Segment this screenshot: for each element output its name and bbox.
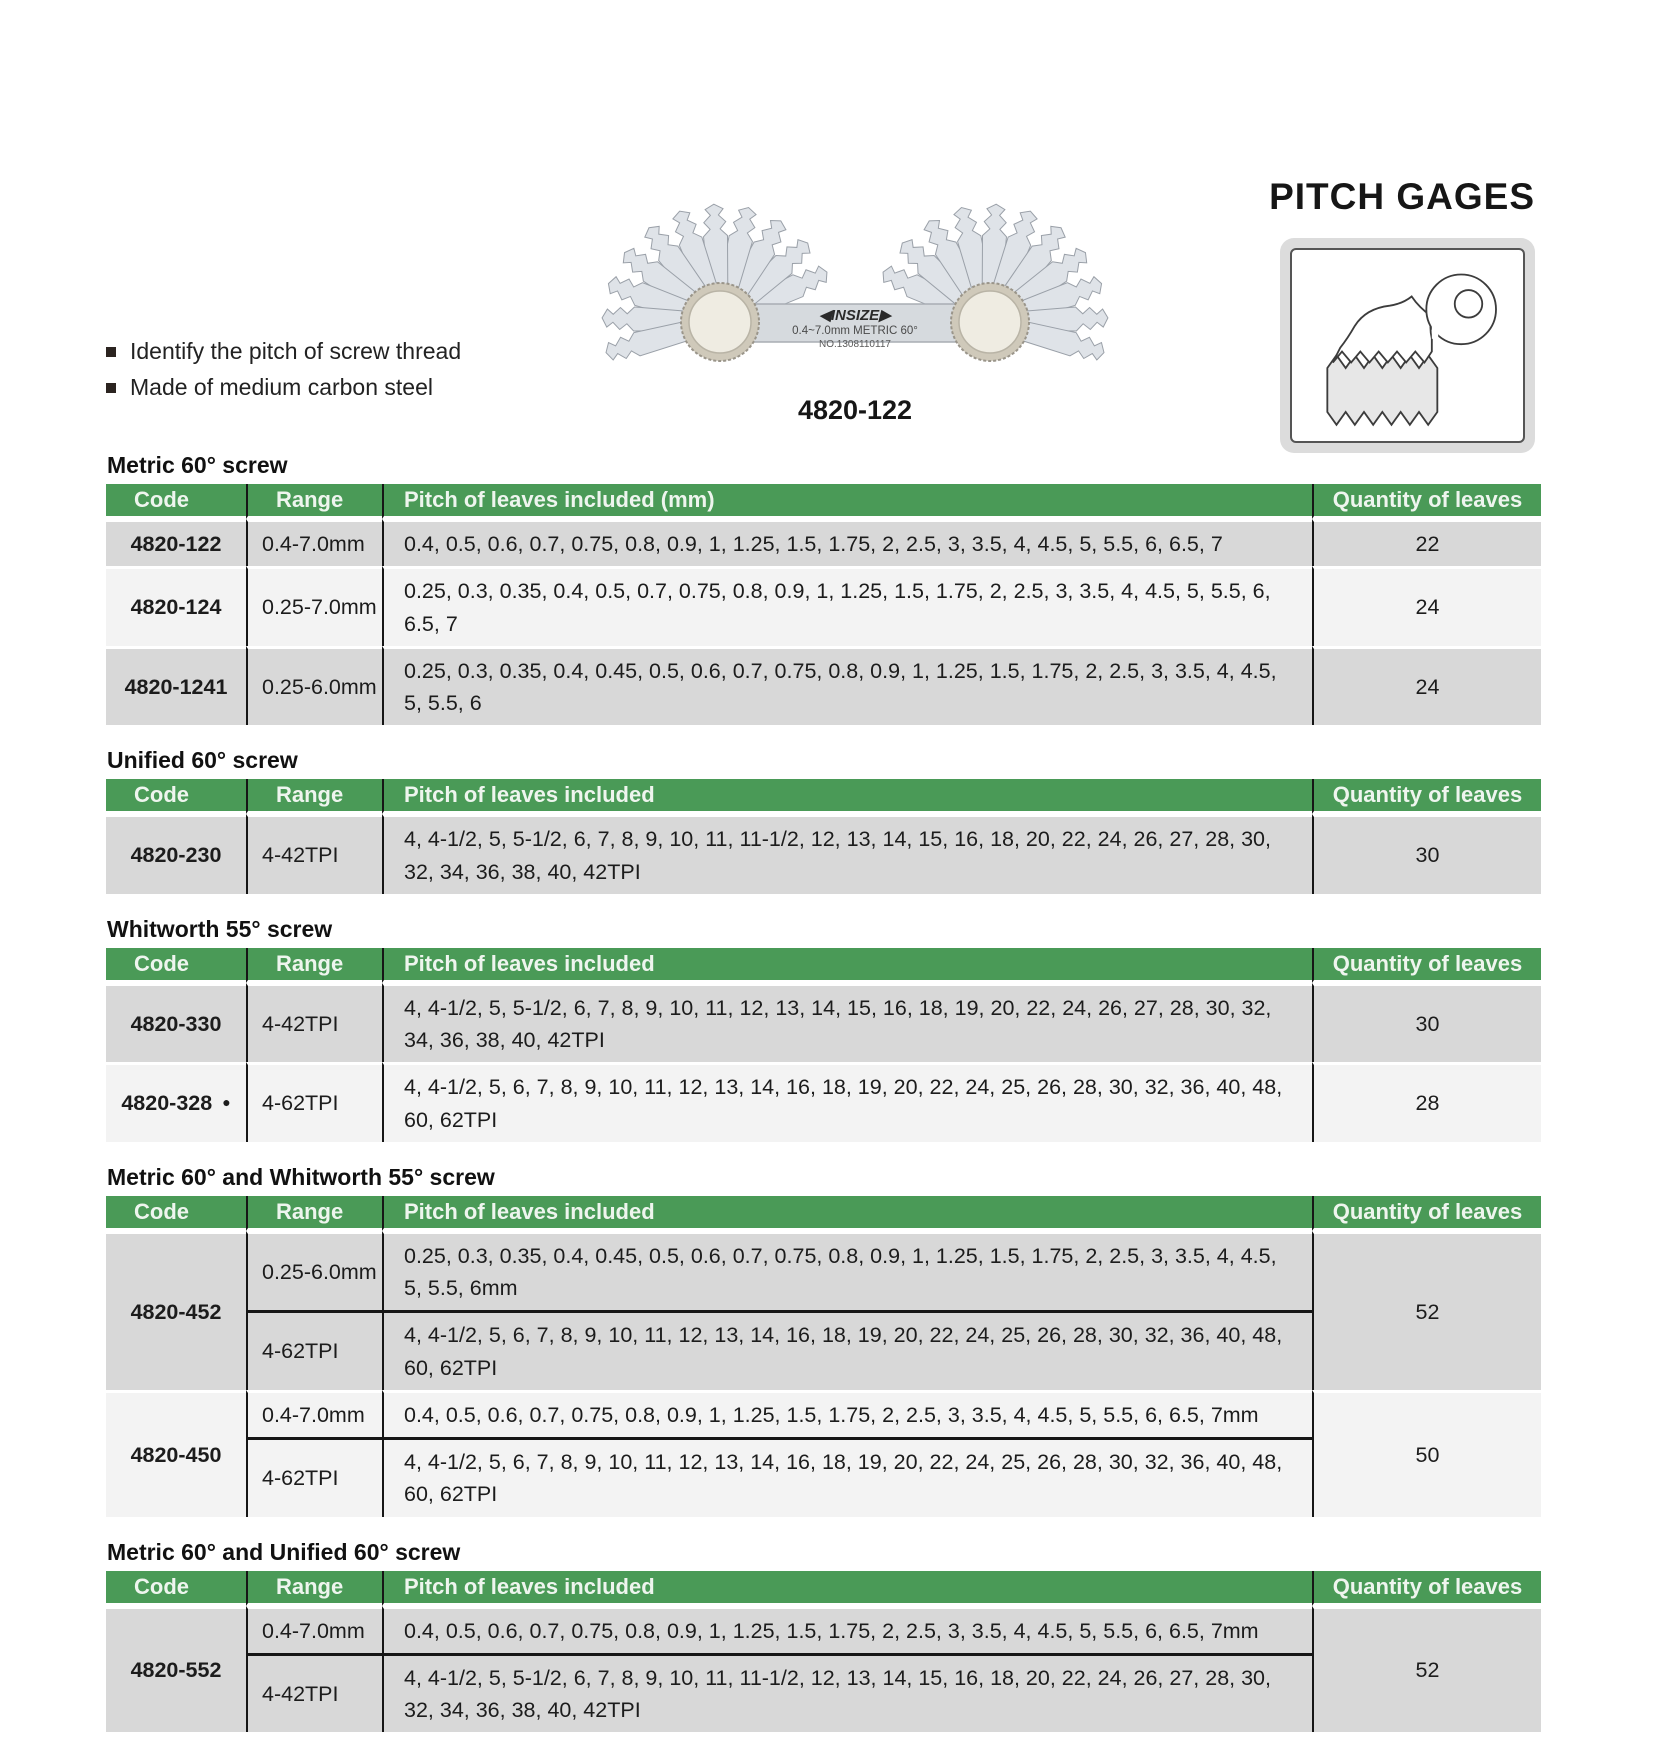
table-header-row (106, 1571, 1541, 1606)
pitch-gage-icon-frame (1280, 238, 1535, 453)
section-unified-60 (106, 747, 1541, 894)
code-cell: 4820-230 (106, 814, 246, 894)
marking-line2: NO.1308110117 (819, 339, 891, 350)
section-title: Unified 60° screw (107, 747, 298, 774)
range-cell: 4-42TPI (246, 983, 382, 1063)
table-header-row (106, 779, 1541, 814)
pitch-gage-icon (1290, 248, 1525, 443)
section-title: Metric 60° screw (107, 452, 288, 478)
col-header-qty: Quantity of leaves (1312, 1196, 1541, 1231)
col-header-range: Range (246, 1571, 382, 1606)
spec-table (106, 1571, 1541, 1733)
pitch-cell: 0.4, 0.5, 0.6, 0.7, 0.75, 0.8, 0.9, 1, 1.25, 1.5, 1.75, 2, 2.5, 3, 3.5, 4, 4.5, 5, 5.5, 6, 6.5, 7mm (382, 1606, 1312, 1653)
code-cell: 4820-450 (106, 1390, 246, 1517)
spec-table (106, 1196, 1541, 1517)
qty-cell: 52 (1312, 1231, 1541, 1390)
code-cell: 4820-452 (106, 1231, 246, 1390)
table-row (106, 1062, 1541, 1142)
col-header-code: Code (106, 1571, 246, 1606)
col-header-pitch: Pitch of leaves included (mm) (382, 484, 1312, 519)
thread-block (1327, 355, 1437, 425)
col-header-range: Range (246, 779, 382, 814)
range-cell: 4-42TPI (246, 814, 382, 894)
range-cell: 4-62TPI (246, 1310, 382, 1390)
table-header-row (106, 1196, 1541, 1231)
qty-cell: 52 (1312, 1606, 1541, 1733)
range-cell: 4-62TPI (246, 1437, 382, 1517)
col-header-range: Range (246, 1196, 382, 1231)
feature-bullet (106, 374, 461, 401)
col-header-qty: Quantity of leaves (1312, 1571, 1541, 1606)
qty-cell: 24 (1312, 646, 1541, 726)
qty-cell: 28 (1312, 1062, 1541, 1142)
qty-cell: 30 (1312, 983, 1541, 1063)
col-header-range: Range (246, 948, 382, 983)
product-photo (540, 170, 1170, 426)
feature-bullet (106, 338, 461, 365)
col-header-pitch: Pitch of leaves included (382, 779, 1312, 814)
pitch-cell: 0.25, 0.3, 0.35, 0.4, 0.45, 0.5, 0.6, 0.7, 0.75, 0.8, 0.9, 1, 1.25, 1.5, 1.75, 2, 2.5, 3, 3.5, 4, 4.5, 5, 5.5, 6mm (382, 1231, 1312, 1311)
range-cell: 0.4-7.0mm (246, 519, 382, 566)
range-cell: 0.25-6.0mm (246, 1231, 382, 1311)
spec-table (106, 948, 1541, 1142)
code-text: 4820-328 (121, 1091, 213, 1116)
pitch-cell: 4, 4-1/2, 5, 6, 7, 8, 9, 10, 11, 12, 13, 14, 16, 18, 19, 20, 22, 24, 25, 26, 28, 30, 32, 36, 40, 48, 60, 62TPI (382, 1062, 1312, 1142)
col-header-pitch: Pitch of leaves included (382, 1571, 1312, 1606)
section-metric-60 (106, 452, 1541, 725)
pitch-cell: 0.4, 0.5, 0.6, 0.7, 0.75, 0.8, 0.9, 1, 1.25, 1.5, 1.75, 2, 2.5, 3, 3.5, 4, 4.5, 5, 5.5, 6, 6.5, 7mm (382, 1390, 1312, 1437)
col-header-pitch: Pitch of leaves included (382, 1196, 1312, 1231)
section-title: Whitworth 55° screw (107, 915, 333, 942)
feature-bullet-text: Made of medium carbon steel (130, 374, 433, 400)
spec-table (106, 484, 1541, 725)
pitch-cell: 0.4, 0.5, 0.6, 0.7, 0.75, 0.8, 0.9, 1, 1.25, 1.5, 1.75, 2, 2.5, 3, 3.5, 4, 4.5, 5, 5.5, 6, 6.5, 7 (382, 519, 1312, 566)
qty-cell: 50 (1312, 1390, 1541, 1517)
marking-line1: 0.4~7.0mm METRIC 60° (792, 325, 918, 337)
pitch-cell: 0.25, 0.3, 0.35, 0.4, 0.45, 0.5, 0.6, 0.7, 0.75, 0.8, 0.9, 1, 1.25, 1.5, 1.75, 2, 2.5, 3, 3.5, 4, 4.5, 5, 5.5, 6 (382, 646, 1312, 726)
col-header-qty: Quantity of leaves (1312, 948, 1541, 983)
pitch-cell: 4, 4-1/2, 5, 6, 7, 8, 9, 10, 11, 12, 13, 14, 16, 18, 19, 20, 22, 24, 25, 26, 28, 30, 32, 36, 40, 48, 60, 62TPI (382, 1310, 1312, 1390)
pitch-cell: 4, 4-1/2, 5, 5-1/2, 6, 7, 8, 9, 10, 11, 11-1/2, 12, 13, 14, 15, 16, 18, 20, 22, 24, 26, 27, 28, 30, 32, 34, 36, 38, 40, 42TPI (382, 814, 1312, 894)
section-whitworth-55 (106, 916, 1541, 1142)
table-row (106, 983, 1541, 1063)
range-cell: 0.25-6.0mm (246, 646, 382, 726)
table-row (106, 1390, 1541, 1437)
bullet-square-icon (106, 347, 116, 357)
product-caption: 4820-122 (797, 395, 913, 425)
pitch-cell: 4, 4-1/2, 5, 6, 7, 8, 9, 10, 11, 12, 13, 14, 16, 18, 19, 20, 22, 24, 25, 26, 28, 30, 32, 36, 40, 48, 60, 62TPI (382, 1437, 1312, 1517)
pitch-gage-photo-illustration (540, 170, 1170, 388)
table-row (106, 566, 1541, 646)
spec-table (106, 779, 1541, 894)
table-row (106, 1606, 1541, 1653)
col-header-code: Code (106, 779, 246, 814)
table-header-row (106, 948, 1541, 983)
col-header-qty: Quantity of leaves (1312, 484, 1541, 519)
brand-logo: ◀INSIZE▶ (819, 307, 891, 324)
page-header (0, 0, 1653, 452)
range-cell: 4-62TPI (246, 1062, 382, 1142)
page-title: PITCH GAGES (1269, 176, 1535, 217)
left-knob (681, 283, 759, 361)
table-row (106, 519, 1541, 566)
col-header-range: Range (246, 484, 382, 519)
qty-cell: 30 (1312, 814, 1541, 894)
code-cell: 4820-1241 (106, 646, 246, 726)
section-metric-unified (106, 1539, 1541, 1733)
pitch-cell: 0.25, 0.3, 0.35, 0.4, 0.5, 0.7, 0.75, 0.8, 0.9, 1, 1.25, 1.5, 1.75, 2, 2.5, 3, 3.5, 4, 4.5, 5, 5.5, 6, 6.5, 7 (382, 566, 1312, 646)
section-title: Metric 60° and Whitworth 55° screw (107, 1163, 495, 1190)
code-cell (106, 1062, 246, 1142)
table-row (106, 814, 1541, 894)
section-metric-whitworth (106, 1164, 1541, 1517)
code-cell: 4820-124 (106, 566, 246, 646)
code-cell: 4820-122 (106, 519, 246, 566)
qty-cell: 22 (1312, 519, 1541, 566)
range-cell: 0.25-7.0mm (246, 566, 382, 646)
col-header-qty: Quantity of leaves (1312, 779, 1541, 814)
qty-cell: 24 (1312, 566, 1541, 646)
code-cell: 4820-330 (106, 983, 246, 1063)
table-row (106, 1231, 1541, 1311)
section-title: Metric 60° and Unified 60° screw (107, 1538, 461, 1565)
pitch-cell: 4, 4-1/2, 5, 5-1/2, 6, 7, 8, 9, 10, 11, 12, 13, 14, 15, 16, 18, 19, 20, 22, 24, 26, 27, 28, 30, 32, 34, 36, 38, 40, 42TPI (382, 983, 1312, 1063)
range-cell: 0.4-7.0mm (246, 1390, 382, 1437)
col-header-pitch: Pitch of leaves included (382, 948, 1312, 983)
tables-area (106, 452, 1541, 1754)
feature-bullets (106, 338, 461, 410)
range-cell: 0.4-7.0mm (246, 1606, 382, 1653)
range-cell: 4-42TPI (246, 1653, 382, 1733)
pitch-gage-leaf-icon (1298, 256, 1518, 436)
feature-bullet-text: Identify the pitch of screw thread (130, 338, 462, 364)
table-row (106, 646, 1541, 726)
col-header-code: Code (106, 1196, 246, 1231)
table-header-row (106, 484, 1541, 519)
right-knob (951, 283, 1029, 361)
col-header-code: Code (106, 484, 246, 519)
leaf-arm (1332, 296, 1431, 362)
pitch-cell: 4, 4-1/2, 5, 5-1/2, 6, 7, 8, 9, 10, 11, 11-1/2, 12, 13, 14, 15, 16, 18, 20, 22, 24, 26, 27, 28, 30, 32, 34, 36, 38, 40, 42TPI (382, 1653, 1312, 1733)
code-cell: 4820-552 (106, 1606, 246, 1733)
leaf-hole-icon (1454, 290, 1482, 318)
col-header-code: Code (106, 948, 246, 983)
bullet-square-icon (106, 383, 116, 393)
footnote-dot-icon: ● (222, 1094, 231, 1111)
